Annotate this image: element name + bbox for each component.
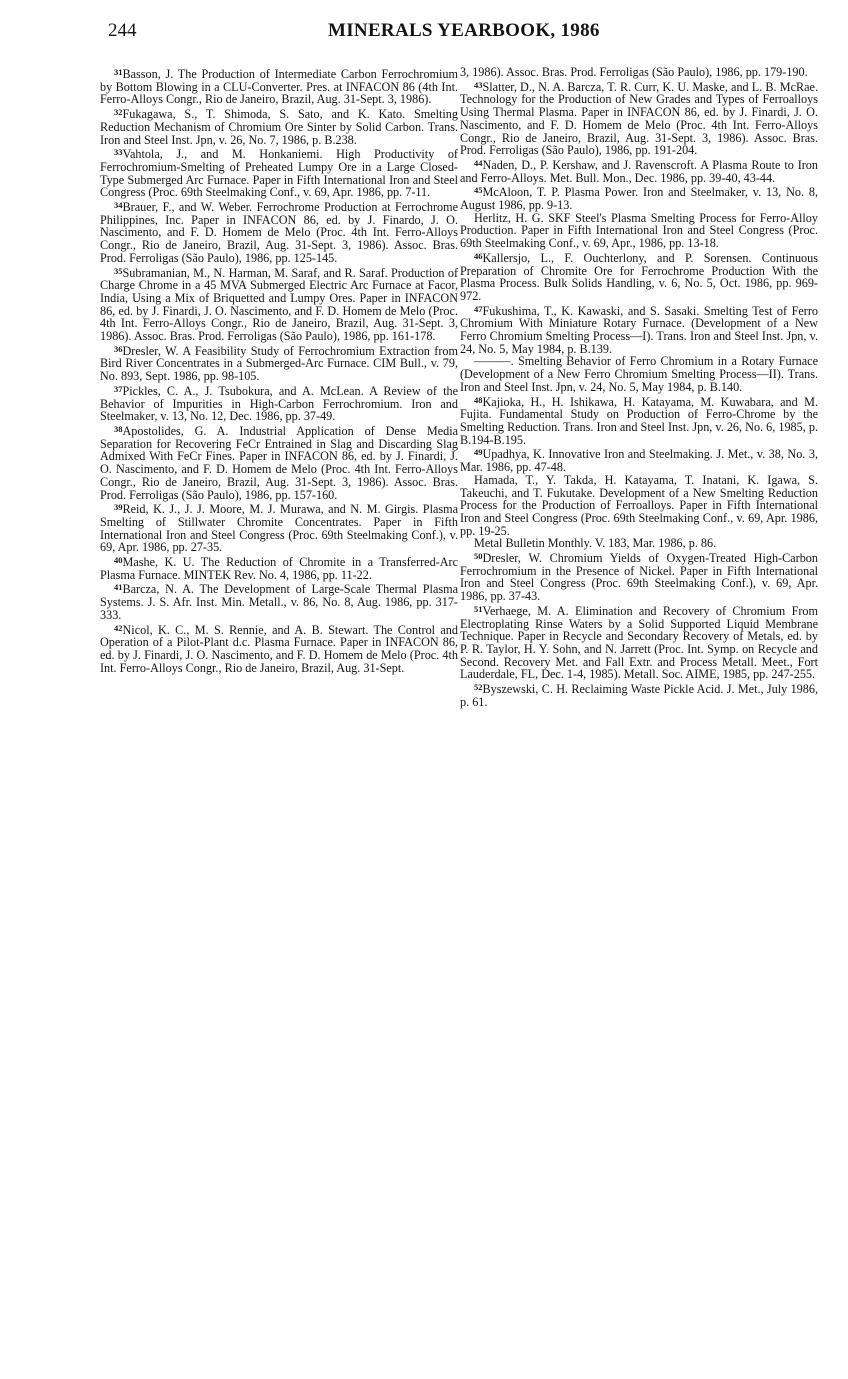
footnote-number: 31 xyxy=(114,67,123,77)
footnote-number: 43 xyxy=(474,79,483,90)
footnote-text: Dresler, W. A Feasibility Study of Ferrochromium Extraction from Bird River Concentrates in a Submerged-Arc Furnace. CIM Bull., v. 79, No. 893, Sept. 1986, pp. 98-105. xyxy=(100,343,458,384)
footnote xyxy=(100,199,458,265)
page-header xyxy=(108,18,808,48)
footnote-text: Herlitz, H. G. SKF Steel's Plasma Smelting Process for Ferro-Alloy Production. Paper in Fifth International Iron and Steel Congress (Proc. 69th Steelmaking Conf., v. 69, Apr., 1986, pp. 13-18. xyxy=(460,210,818,251)
footnote-text: Naden, D., P. Kershaw, and J. Ravenscroft. A Plasma Route to Iron and Ferro-Alloys. Met. Bull. Mon., Dec. 1986, pp. 39-40, 43-44. xyxy=(460,157,818,185)
footnote-number: 32 xyxy=(114,107,123,118)
footnote xyxy=(460,446,818,473)
footnote-text: Verhaege, M. A. Elimination and Recovery of Chromium From Electroplating Rinse Waters by a Solid Supported Liquid Membrane Technique. Paper in Recycle and Secondary Recovery of Metals, ed. by P. R. Taylor, H. Y. Sohn, and N. Jarrett (Proc. Int. Symp. on Recycle and Second. Recovery Met. and Fall Extr. and Process Metall. Meet., Fort Lauderdale, FL, Dec. 1-4, 1985). Metall. Soc. AIME, 1985, pp. 247-255. xyxy=(460,603,818,682)
footnote-number: 37 xyxy=(114,383,123,394)
footnote xyxy=(460,355,818,393)
footnote-number: 45 xyxy=(474,185,483,196)
footnote-text: Nicol, K. C., M. S. Rennie, and A. B. Stewart. The Control and Operation of a Pilot-Plant d.c. Plasma Furnace. Paper in INFACON 86, ed. by J. Finardi, J. O. Nascimento, and F. D. Homem de Melo (Proc. 4th Int. Ferro-Alloys Congr., Rio de Janeiro, Brazil, Aug. 31-Sept. xyxy=(100,622,458,675)
footnote-text: Pickles, C. A., J. Tsubokura, and A. McLean. A Review of the Behavior of Impurities in High-Carbon Ferrochromium. Iron and Steelmaker, v. 13, No. 12, Dec. 1986, pp. 37-49. xyxy=(100,383,458,424)
footnote-text: Brauer, F., and W. Weber. Ferrochrome Production at Ferrochrome Philippines, Inc. Paper in INFACON 86, ed. by J. Finardo, J. O. Nascimento, and F. D. Homem de Melo (Proc. 4th Int. Ferro-Alloys Congr., Rio de Janeiro, Brazil, Aug. 31-Sept. 3, 1986). Assoc. Bras. Prod. Ferroligas (São Paulo), 1986, pp. 125-145. xyxy=(100,200,458,265)
footnote-text: Hamada, T., Y. Takda, H. Katayama, T. Inatani, K. Igawa, S. Takeuchi, and T. Fukutake. Development of a New Smelting Reduction Process for the Production of Ferroalloys. Paper in Fifth International Iron and Steel Congress (Proc. 69th Steelmaking Conf., v. 69, Apr. 1986, pp. 19-25. xyxy=(460,472,818,538)
footnote xyxy=(100,265,458,343)
footnote-number: 39 xyxy=(114,502,123,513)
footnote-number: 51 xyxy=(474,603,483,614)
footnote-text: Vahtola, J., and M. Honkaniemi. High Productivity of Ferrochromium-Smelting of Preheated Lumpy Ore in a Large Closed-Type Submerged Arc Furnace. Paper in Fifth International Iron and Steel Congress (Proc. 69th Steelmaking Conf., v. 69, Apr. 1986, pp. 7-11. xyxy=(100,147,458,200)
footnote-text: Mashe, K. U. The Reduction of Chromite in a Transferred-Arc Plasma Furnace. MINTEK Rev. No. 4, 1986, pp. 11-22. xyxy=(100,555,458,582)
footnote-text: Byszewski, C. H. Reclaiming Waste Pickle Acid. J. Met., July 1986, p. 61. xyxy=(460,682,818,709)
footnote-number: 34 xyxy=(114,200,123,211)
footnote-number: 36 xyxy=(114,343,123,354)
footnote-text: Slatter, D., N. A. Barcza, T. R. Curr, K. U. Maske, and L. B. McRae. Technology for the Production of New Grades and Types of Ferroalloys Using Thermal Plasma. Paper in INFACON 86, ed. by J. Finardi, J. O. Nascimento, and F. D. Homem de Melo (Proc. 4th Int. Ferro-Alloys Congr., Rio de Janeiro, Brazil, Aug. 31-Sept. 3, 1986). Assoc. Bras. Prod. Ferroligas (São Paulo), 1986, pp. 191-204. xyxy=(460,79,818,158)
footnote xyxy=(100,106,458,146)
footnote-text: Fukushima, T., K. Kawaski, and S. Sasaki. Smelting Test of Ferro Chromium With Miniature Rotary Furnace. (Development of a New Ferro Chromium Smelting Process—I). Trans. Iron and Steel Inst. Jpn, v. 24, No. 5, May 1984, p. B.139. xyxy=(460,303,818,356)
footnote xyxy=(460,474,818,538)
footnote xyxy=(460,212,818,250)
left-footnote-column xyxy=(100,66,458,674)
footnote xyxy=(460,250,818,303)
footnote xyxy=(460,603,818,681)
footnote xyxy=(460,537,818,550)
footnote-text: Fukagawa, S., T. Shimoda, S. Sato, and K. Kato. Smelting Reduction Mechanism of Chromium Ore Sinter by Solid Carbon. Trans. Iron and Steel Inst. Jpn, v. 26, No. 7, 1986, p. B.238. xyxy=(100,107,458,147)
footnote xyxy=(460,550,818,603)
footnote xyxy=(100,383,458,423)
footnote-text: Basson, J. The Production of Intermediate Carbon Ferrochromium by Bottom Blowing in a CLU-Converter. Pres. at INFACON 86 (4th Int. Ferro-Alloys Congr., Rio de Janeiro, Brazil, Aug. 31-Sept. 3, 1986). xyxy=(100,67,458,107)
footnote-number: 42 xyxy=(114,622,123,633)
footnote xyxy=(100,146,458,199)
footnote-text: Metal Bulletin Monthly. V. 183, Mar. 1986, p. 86. xyxy=(474,536,717,551)
footnote xyxy=(100,554,458,581)
footnote-number: 52 xyxy=(474,682,483,693)
footnote-number: 44 xyxy=(474,157,483,168)
footnote xyxy=(460,394,818,447)
footnote-text: Subramanian, M., N. Harman, M. Saraf, and R. Saraf. Production of Charge Chrome in a 45 MVA Submerged Electric Arc Furnace at Facor, India, Using a Mix of Briquetted and Lumpy Ores. Paper in INFACON 86, ed. by J. Finardi, J. O. Nascimento, and F. D. Homem de Melo (Proc. 4th Int. Ferro-Alloys Congr., Rio de Janeiro, Brazil, Aug. 31-Sept. 3, 1986). Assoc. Bras. Prod. Ferroligas (São Paulo), 1986, pp. 161-178. xyxy=(100,265,458,344)
footnote xyxy=(460,184,818,211)
footnote xyxy=(100,581,458,621)
footnote-text: Barcza, N. A. The Development of Large-Scale Thermal Plasma Systems. J. S. Afr. Inst. Min. Metall., v. 86, No. 8, Aug. 1986, pp. 317-333. xyxy=(100,582,458,622)
footnote-number: 41 xyxy=(114,582,123,593)
footnote-number: 46 xyxy=(474,250,483,261)
footnote-number: 33 xyxy=(114,147,123,158)
running-title: MINERALS YEARBOOK, 1986 xyxy=(328,20,600,41)
footnote-number: 47 xyxy=(474,303,483,314)
footnote xyxy=(460,79,818,157)
footnote-number: 49 xyxy=(474,447,483,458)
footnote-number: 48 xyxy=(474,394,483,405)
footnote xyxy=(100,66,458,106)
right-footnote-column xyxy=(460,66,818,708)
footnote xyxy=(100,423,458,501)
footnote-text: McAloon, T. P. Plasma Power. Iron and Steelmaker, v. 13, No. 8, August 1986, pp. 9-13. xyxy=(460,185,818,213)
footnote xyxy=(100,501,458,554)
footnote-text: ———. Smelting Behavior of Ferro Chromium in a Rotary Furnace (Development of a New Ferro Chromium Smelting Process—II). Trans. Iron and Steel Inst. Jpn, v. 24, No. 5, May 1984, p. B.140. xyxy=(460,354,818,394)
footnote xyxy=(460,157,818,184)
footnote-text: Kajioka, H., H. Ishikawa, H. Katayama, M. Kuwabara, and M. Fujita. Fundamental Study on Production of Ferro-Chrome by the Smelting Reduction. Trans. Iron and Steel Inst. Jpn, v. 26, No. 6, 1985, p. B.194-B.195. xyxy=(460,394,818,447)
footnote xyxy=(100,622,458,675)
footnote-text: 3, 1986). Assoc. Bras. Prod. Ferroligas (São Paulo), 1986, pp. 179-190. xyxy=(460,65,808,79)
footnote-text: Apostolides, G. A. Industrial Application of Dense Media Separation for Recovering FeCr Entrained in Slag and Discarding Slag Admixed With FeCr Fines. Paper in INFACON 86, ed. by J. Finardi, J. O. Nascimento, and F. D. Homem de Melo (Proc. 4th Int. Ferro-Alloys Congr., Rio de Janeiro, Brazil, Aug. 31-Sept. 3, 1986). Assoc. Bras. Prod. Ferroligas (São Paulo), 1986, pp. 157-160. xyxy=(100,423,458,502)
footnote-number: 38 xyxy=(114,423,123,434)
footnote-text: Dresler, W. Chromium Yields of Oxygen-Treated High-Carbon Ferrochromium in the Presence of Nickel. Paper in Fifth International Iron and Steel Congress (Proc. 69th Steelmaking Conf.), v. 69, Apr. 1986, pp. 37-43. xyxy=(460,551,818,604)
footnote xyxy=(460,681,818,708)
footnote-text: Upadhya, K. Innovative Iron and Steelmaking. J. Met., v. 38, No. 3, Mar. 1986, pp. 47-48. xyxy=(460,447,818,475)
footnote xyxy=(460,66,818,79)
footnote-number: 35 xyxy=(114,265,123,276)
footnote xyxy=(460,303,818,356)
footnote-text: Kallersjo, L., F. Ouchterlony, and P. Sorensen. Continuous Preparation of Chromite Ore for Ferrochrome Production With the Plasma Process. Bulk Solids Handling, v. 6, No. 5, Oct. 1986, pp. 969-972. xyxy=(460,250,818,303)
page-number: 244 xyxy=(108,20,137,41)
footnote xyxy=(100,343,458,383)
footnote-number: 40 xyxy=(114,555,123,566)
footnote-number: 50 xyxy=(474,551,483,562)
footnote-text: Reid, K. J., J. J. Moore, M. J. Murawa, and N. M. Girgis. Plasma Smelting of Stillwater Chromite Concentrates. Paper in Fifth International Iron and Steel Congress (Proc. 69th Steelmaking Conf.), v. 69, Apr. 1986, pp. 27-35. xyxy=(100,502,458,555)
